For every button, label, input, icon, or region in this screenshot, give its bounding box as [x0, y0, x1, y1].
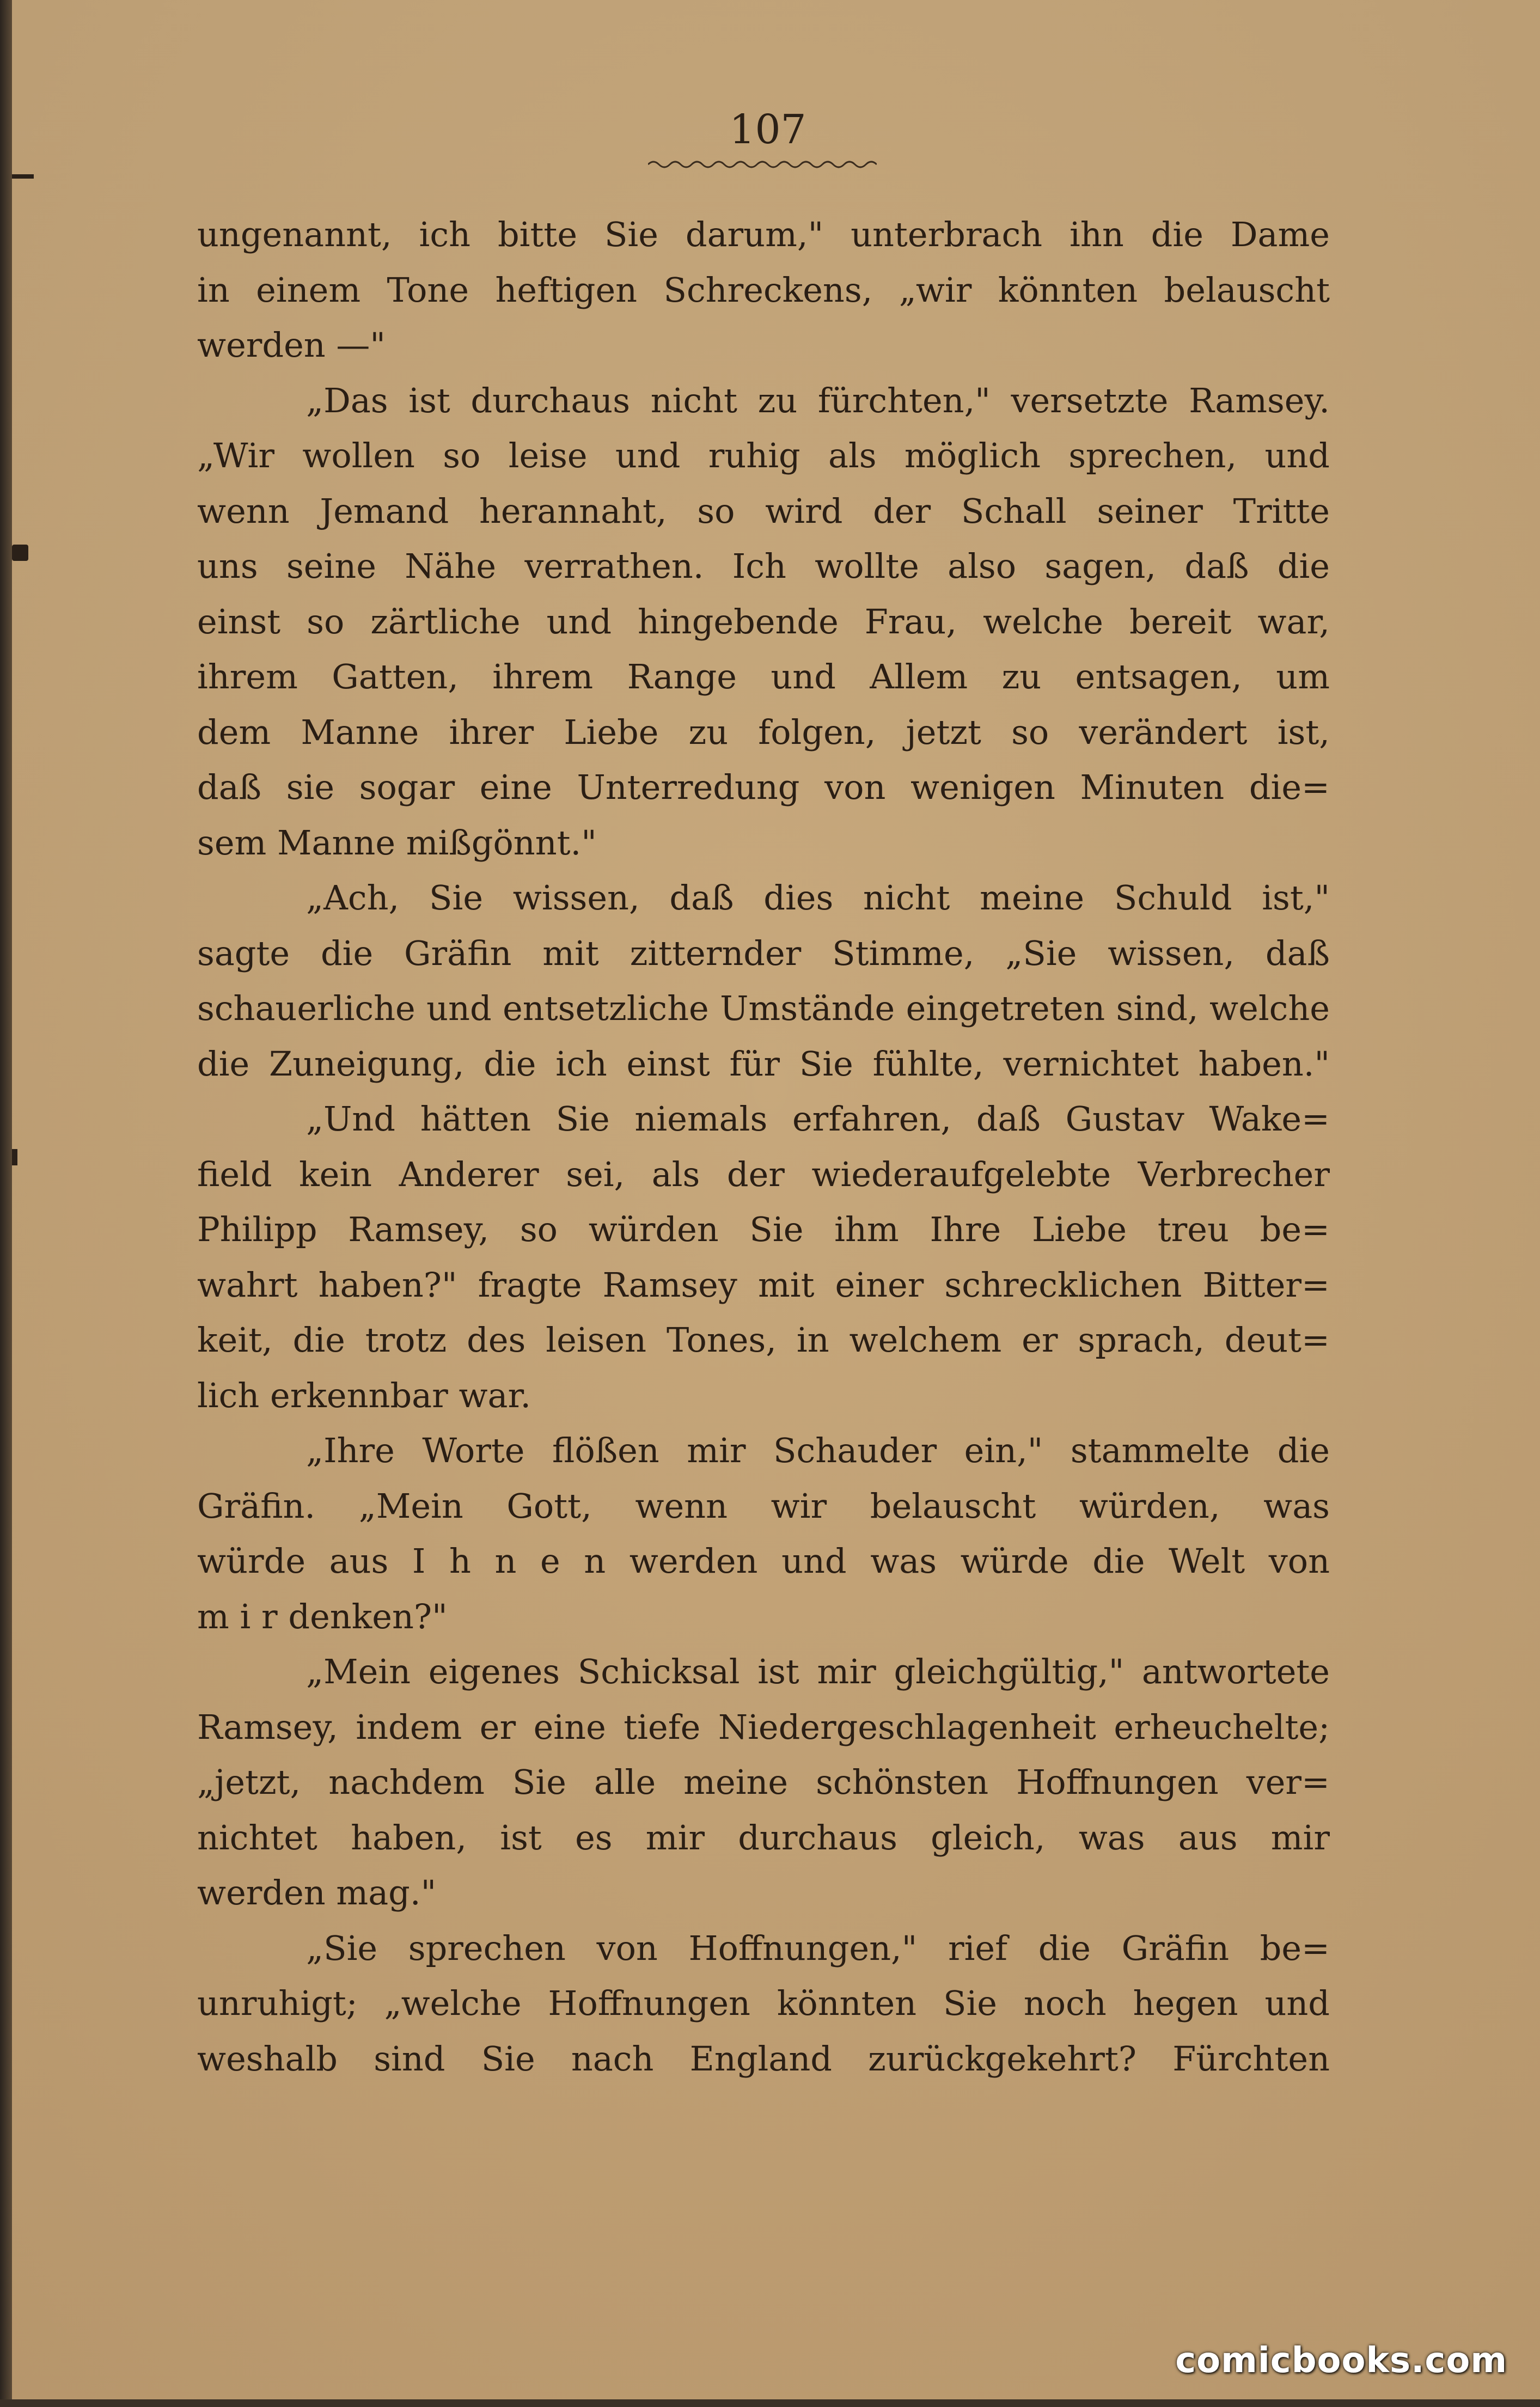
text-line: lich erkennbar war. — [197, 1375, 531, 1415]
text-line: „Und hätten Sie niemals erfahren, daß Gustav Wake= — [306, 1099, 1330, 1139]
watermark: comicbooks.com — [1175, 2341, 1507, 2381]
text-line: unruhigt; „welche Hoffnungen könnten Sie noch hegen und — [197, 1983, 1330, 2023]
margin-mark — [12, 545, 28, 561]
text-line: wahrt haben?" fragte Ramsey mit einer schrecklichen Bitter= — [197, 1264, 1330, 1305]
text-line: Ramsey, indem er eine tiefe Niedergeschlagenheit erheuchelte; — [197, 1707, 1330, 1747]
text-line: „Ihre Worte flößen mir Schauder ein," stammelte die — [306, 1431, 1330, 1470]
text-line: uns seine Nähe verrathen. Ich wollte also sagen, daß die — [197, 546, 1330, 586]
text-line: einst so zärtliche und hingebende Frau, welche bereit war, — [197, 601, 1330, 642]
text-line: field kein Anderer sei, als der wiederaufgelebte Verbrecher — [197, 1154, 1330, 1194]
text-line: in einem Tone heftigen Schreckens, „wir könnten belauscht — [197, 270, 1330, 310]
text-line: dem Manne ihrer Liebe zu folgen, jetzt so verändert ist, — [197, 712, 1330, 752]
margin-mark — [12, 174, 34, 179]
page-binding-edge — [0, 0, 12, 2407]
text-line: Philipp Ramsey, so würden Sie ihm Ihre Liebe treu be= — [197, 1209, 1330, 1249]
text-line: m i r denken?" — [197, 1596, 448, 1636]
text-line: „Ach, Sie wissen, daß dies nicht meine Schuld ist," — [306, 878, 1330, 918]
text-line: ihrem Gatten, ihrem Range und Allem zu entsagen, um — [197, 657, 1330, 697]
text-line: nichtet haben, ist es mir durchaus gleich, was aus mir — [197, 1817, 1330, 1858]
text-line: Gräfin. „Mein Gott, wenn wir belauscht würden, was — [197, 1486, 1330, 1526]
body-text — [197, 207, 1330, 2086]
text-line: würde aus I h n e n werden und was würde die Welt von — [197, 1541, 1330, 1581]
text-line: werden mag." — [197, 1873, 437, 1913]
text-line: „Sie sprechen von Hoffnungen," rief die Gräfin be= — [306, 1928, 1330, 1968]
margin-mark — [12, 1149, 17, 1165]
text-line: sem Manne mißgönnt." — [197, 822, 597, 863]
page-bottom-edge — [0, 2399, 1540, 2407]
text-line: die Zuneigung, die ich einst für Sie fühlte, vernichtet haben." — [197, 1043, 1330, 1084]
text-line: „Mein eigenes Schicksal ist mir gleichgültig," antwortete — [306, 1652, 1330, 1691]
ornamental-rule — [648, 158, 877, 171]
text-line: schauerliche und entsetzliche Umstände eingetreten sind, welche — [197, 988, 1330, 1028]
text-line: keit, die trotz des leisen Tones, in welchem er sprach, deut= — [197, 1320, 1330, 1360]
page-number: 107 — [729, 106, 806, 153]
text-line: sagte die Gräfin mit zitternder Stimme, „Sie wissen, daß — [197, 933, 1330, 973]
text-line: werden —" — [197, 325, 386, 365]
text-line: „jetzt, nachdem Sie alle meine schönsten Hoffnungen ver= — [197, 1762, 1330, 1802]
text-line: wenn Jemand herannaht, so wird der Schall seiner Tritte — [197, 491, 1330, 531]
text-line: „Das ist durchaus nicht zu fürchten," versetzte Ramsey. — [306, 380, 1330, 420]
text-line: weshalb sind Sie nach England zurückgekehrt? Fürchten — [197, 2038, 1330, 2079]
text-line: „Wir wollen so leise und ruhig als möglich sprechen, und — [197, 436, 1330, 475]
text-line: daß sie sogar eine Unterredung von wenigen Minuten die= — [197, 767, 1330, 807]
text-line: ungenannt, ich bitte Sie darum," unterbrach ihn die Dame — [197, 215, 1330, 254]
